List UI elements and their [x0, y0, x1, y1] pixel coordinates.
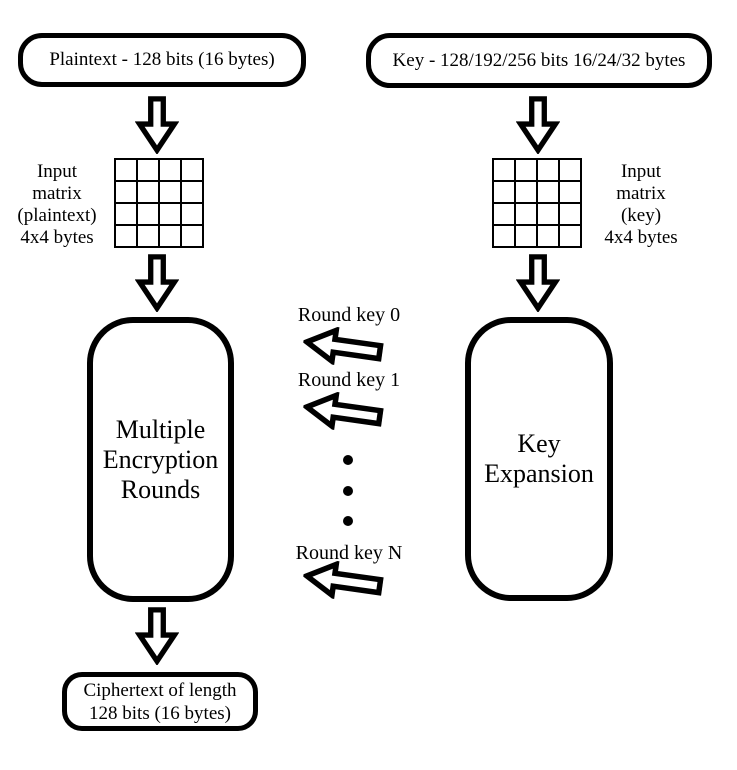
matrix-cell	[160, 226, 180, 246]
matrix-cell	[516, 182, 536, 202]
matrix-cell	[182, 226, 202, 246]
round-key-0-label: Round key 0	[297, 304, 401, 326]
matrix-cell	[138, 226, 158, 246]
matrix-cell	[538, 226, 558, 246]
input-matrix-key	[492, 158, 582, 248]
key-box	[366, 33, 712, 88]
input-matrix-plaintext	[114, 158, 204, 248]
matrix-cell	[560, 182, 580, 202]
matrix-cell	[116, 204, 136, 224]
matrix-cell	[494, 182, 514, 202]
matrix-cell	[494, 160, 514, 180]
left-arrow-icon	[301, 388, 386, 437]
matrix-cell	[560, 160, 580, 180]
matrix-cell	[538, 160, 558, 180]
matrix-cell	[160, 182, 180, 202]
round-key-n-label: Round key N	[295, 542, 403, 564]
matrix-cell	[538, 182, 558, 202]
ciphertext-box	[62, 672, 258, 731]
ciphertext-box-line1: Ciphertext of length	[83, 679, 237, 701]
plaintext-box-label: Plaintext - 128 bits (16 bytes)	[49, 49, 275, 70]
down-arrow-icon	[516, 254, 560, 312]
matrix-cell	[160, 204, 180, 224]
ellipsis-dot	[343, 516, 353, 526]
plaintext-box	[18, 33, 306, 87]
matrix-cell	[538, 204, 558, 224]
matrix-cell	[182, 160, 202, 180]
matrix-cell	[516, 204, 536, 224]
matrix-cell	[560, 204, 580, 224]
round-key-1-label: Round key 1	[297, 369, 401, 391]
matrix-cell	[560, 226, 580, 246]
matrix-cell	[494, 204, 514, 224]
down-arrow-icon	[135, 607, 179, 665]
input-matrix-key-label: Input matrix (key) 4x4 bytes	[604, 161, 678, 248]
input-matrix-plaintext-label: Input matrix (plaintext) 4x4 bytes	[17, 161, 97, 248]
matrix-cell	[182, 182, 202, 202]
down-arrow-icon	[135, 96, 179, 154]
matrix-cell	[182, 204, 202, 224]
matrix-cell	[160, 160, 180, 180]
ciphertext-box-line2: 128 bits (16 bytes)	[89, 702, 231, 724]
down-arrow-icon	[516, 96, 560, 154]
matrix-cell	[116, 182, 136, 202]
matrix-cell	[516, 226, 536, 246]
matrix-cell	[138, 182, 158, 202]
ellipsis-dot	[343, 486, 353, 496]
matrix-cell	[116, 226, 136, 246]
key-expansion-box: Key Expansion	[465, 317, 613, 601]
matrix-cell	[138, 204, 158, 224]
encryption-rounds-box: Multiple Encryption Rounds	[87, 317, 234, 602]
matrix-cell	[116, 160, 136, 180]
down-arrow-icon	[135, 254, 179, 312]
matrix-cell	[516, 160, 536, 180]
key-box-label: Key - 128/192/256 bits 16/24/32 bytes	[392, 49, 686, 71]
matrix-cell	[494, 226, 514, 246]
ellipsis-dot	[343, 455, 353, 465]
matrix-cell	[138, 160, 158, 180]
left-arrow-icon	[301, 323, 386, 372]
